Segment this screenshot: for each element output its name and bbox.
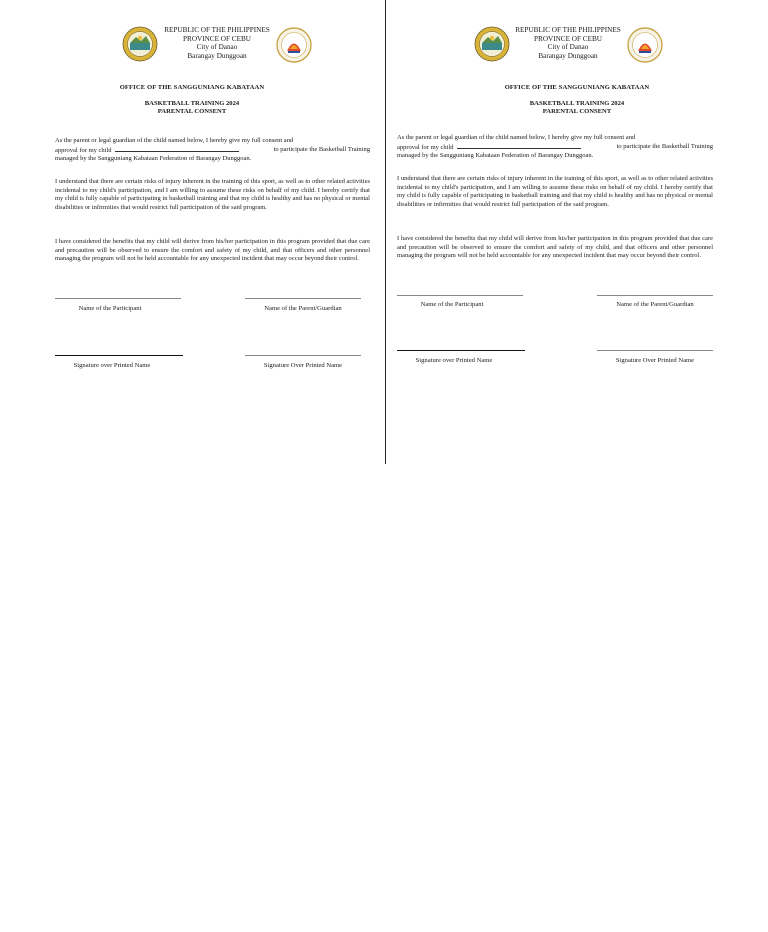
p1-line-1: As the parent or legal guardian of the child named below, I hereby give my full consent and [55,137,294,144]
sk-seal-icon [276,27,312,63]
participant-name-line[interactable] [55,298,181,299]
header-province: PROVINCE OF CEBU [183,34,251,43]
barangay-seal-icon [474,26,510,62]
consent-paragraph-3: I have considered the benefits that my child will derive from his/her participation in this program provided that due care and precaution will be observed to ensure the comfort and safety of my child, and that officers and other personnel managing the program will not be held accountable for any unexpected incident that may occur beyond their control. [397,235,713,260]
header-barangay: Barangay Dunggoan [187,51,247,60]
event-title: BASKETBALL TRAINING 2024 [529,100,625,107]
letterhead-text [507,26,629,60]
consent-paragraph-2: I understand that there are certain risks of injury inherent in the training of this sport, as well as to other related activities incidental to my child's participation, and I am willing to assume these risks on behalf of my child. I hereby certify that my child is fully capable of participating in basketball training and that my child is healthy and has no physical or mental disabilities or infirmities that would restrict full participation of the said program. [55,178,370,211]
parent-signature-line[interactable] [597,350,713,351]
consent-form-left [0,0,384,464]
consent-paragraph-1 [397,134,713,161]
parent-signature-label: Signature Over Printed Name [263,362,343,369]
form-titles [386,100,768,116]
parent-name-label: Name of the Parent/Guardian [616,301,694,308]
parent-name-label: Name of the Parent/Guardian [264,305,342,312]
parent-signature-line[interactable] [245,355,361,356]
participant-signature-line[interactable] [397,350,525,351]
header-republic: REPUBLIC OF THE PHILIPPINES [164,26,270,34]
form-titles [0,100,384,116]
form-title: PARENTAL CONSENT [542,108,612,115]
parent-name-line[interactable] [245,298,361,299]
p1-line-2-post: to participate the Basketball Training [616,142,713,150]
header-republic: REPUBLIC OF THE PHILIPPINES [515,26,621,34]
office-heading: OFFICE OF THE SANGGUNIANG KABATAAN [119,84,265,91]
participant-signature-label: Signature over Printed Name [415,357,493,364]
barangay-seal-icon [122,26,158,62]
participant-name-line[interactable] [397,295,523,296]
letterhead-text [156,26,278,60]
participant-signature-line[interactable] [55,355,183,356]
p1-line-1: As the parent or legal guardian of the child named below, I hereby give my full consent and [397,134,636,141]
p1-line-2-post: to participate the Basketball Training [273,145,370,153]
letterhead [0,26,384,74]
participant-name-label: Name of the Participant [78,305,142,312]
header-city: City of Danao [196,43,238,52]
header-province: PROVINCE OF CEBU [534,34,602,43]
participant-signature-label: Signature over Printed Name [73,362,151,369]
p1-line-3: managed by the Sangguniang Kabataan Federation of Barangay Dunggoan. [55,155,252,163]
p1-line-3: managed by the Sangguniang Kabataan Federation of Barangay Dunggoan. [397,152,594,160]
p1-line-2 [397,143,713,153]
consent-paragraph-2: I understand that there are certain risks of injury inherent in the training of this sport, as well as to other related activities incidental to my child's participation, and I am willing to assume these risks on behalf of my child. I hereby certify that my child is fully capable of participating in basketball training and that my child is healthy and has no physical or mental disabilities or infirmities that would restrict full participation of the said program. [397,175,713,208]
office-heading: OFFICE OF THE SANGGUNIANG KABATAAN [504,84,650,91]
sk-seal-icon [627,27,663,63]
p1-line-2-pre: approval for my child [55,146,112,154]
header-barangay: Barangay Dunggoan [538,51,598,60]
consent-paragraph-1 [55,137,370,164]
participant-name-label: Name of the Participant [420,301,484,308]
child-name-field[interactable] [457,143,581,149]
parent-signature-label: Signature Over Printed Name [615,357,695,364]
letterhead [386,26,768,74]
p1-line-2-pre: approval for my child [397,143,454,151]
p1-line-2 [55,146,370,156]
form-title: PARENTAL CONSENT [157,108,227,115]
child-name-field[interactable] [115,146,239,152]
consent-form-right [386,0,768,464]
parent-name-line[interactable] [597,295,713,296]
consent-paragraph-3: I have considered the benefits that my child will derive from his/her participation in this program provided that due care and precaution will be observed to ensure the comfort and safety of my child, and that officers and other personnel managing the program will not be held accountable for any unexpected incident that may occur beyond their control. [55,238,370,263]
event-title: BASKETBALL TRAINING 2024 [144,100,240,107]
header-city: City of Danao [547,43,589,52]
